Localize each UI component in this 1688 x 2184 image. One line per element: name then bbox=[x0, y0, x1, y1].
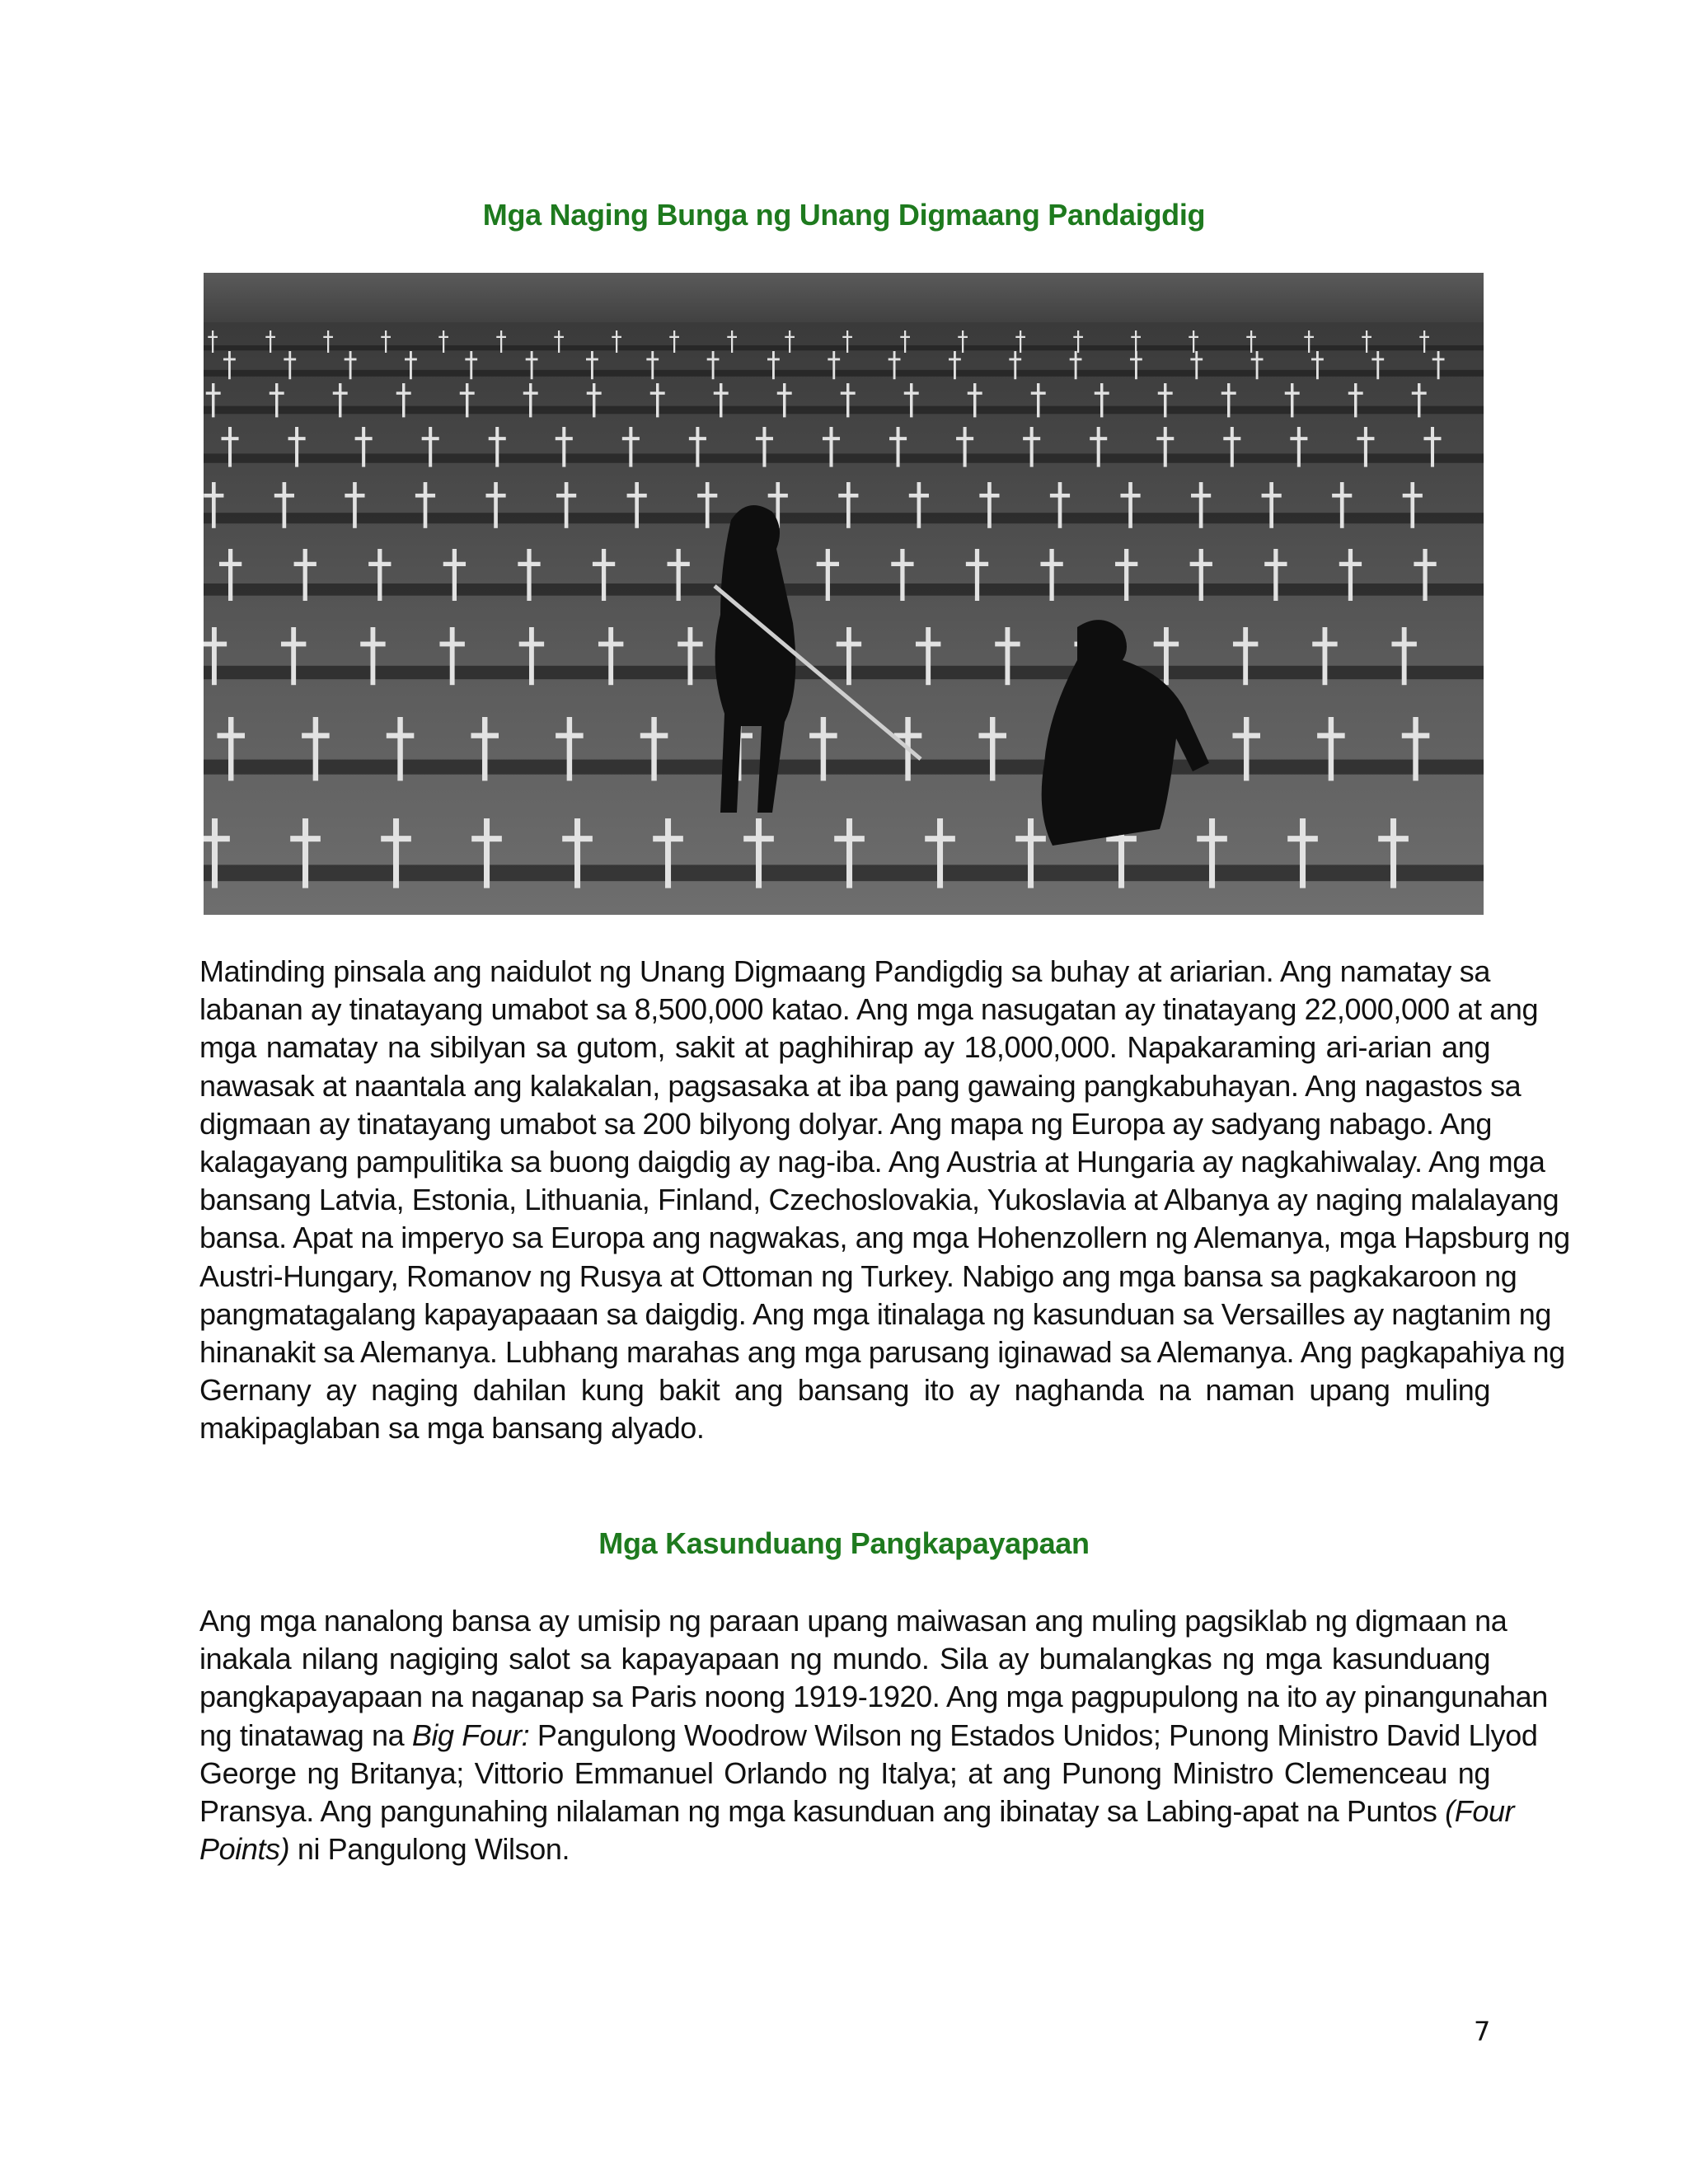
paragraph-line: makipaglaban sa mga bansang alyado. bbox=[199, 1411, 705, 1446]
paragraph-line: ng tinatawag na Big Four: Pangulong Woodrow Wilson ng Estados Unidos; Punong Ministro David Llyod bbox=[199, 1718, 1538, 1752]
paragraph-line: George ng Britanya; Vittorio Emmanuel Orlando ng Italya; at ang Punong Ministro Clemenceau ng bbox=[199, 1755, 1490, 1790]
paragraph-line: bansa. Apat na imperyo sa Europa ang nagwakas, ang mga Hohenzollern ng Alemanya, mga Hapsburg ng bbox=[199, 1221, 1570, 1255]
paragraph-line: hinanakit sa Alemanya. Lubhang marahas ang mga parusang iginawad sa Alemanya. Ang pagkapahiya ng bbox=[199, 1335, 1565, 1370]
paragraph-line: nawasak at naantala ang kalakalan, pagsasaka at iba pang gawaing pangkabuhayan. Ang nagastos sa bbox=[199, 1068, 1522, 1103]
paragraph-bunga bbox=[199, 953, 1570, 1448]
paragraph-line: labanan ay tinatayang umabot sa 8,500,000 katao. Ang mga nasugatan ay tinatayang 22,000,000 at ang bbox=[199, 992, 1539, 1027]
paragraph-line: Gernany ay naging dahilan kung bakit ang bansang ito ay naghanda na naman upang muling bbox=[199, 1373, 1490, 1408]
paragraph-line: inakala nilang nagiging salot sa kapayapaan ng mundo. Sila ay bumalangkas ng mga kasunduang bbox=[199, 1642, 1490, 1676]
page-number: 7 bbox=[1474, 2016, 1491, 2047]
paragraph-line: Austri-Hungary, Romanov ng Rusya at Ottoman ng Turkey. Nabigo ang mga bansa sa pagkakaroon ng bbox=[199, 1258, 1517, 1293]
cemetery-photo bbox=[204, 273, 1484, 915]
paragraph-line: Ang mga nanalong bansa ay umisip ng paraan upang maiwasan ang muling pagsiklab ng digmaan na bbox=[199, 1604, 1507, 1638]
paragraph-line: digmaan ay tinatayang umabot sa 200 bilyong dolyar. Ang mapa ng Europa ay sadyang nabago. Ang bbox=[199, 1106, 1492, 1141]
paragraph-line: bansang Latvia, Estonia, Lithuania, Finland, Czechoslovakia, Yukoslavia at Albanya ay naging malalayang bbox=[199, 1183, 1559, 1217]
paragraph-line: pangkapayapaan na naganap sa Paris noong 1919-1920. Ang mga pagpupulong na ito ay pinangunahan bbox=[199, 1680, 1548, 1714]
paragraph-line: mga namatay na sibilyan sa gutom, sakit at paghihirap ay 18,000,000. Napakaraming ari-arian ang bbox=[199, 1030, 1490, 1065]
paragraph-kasunduan bbox=[199, 1602, 1548, 1868]
paragraph-line: Points) ni Pangulong Wilson. bbox=[199, 1832, 570, 1867]
paragraph-line: pangmatagalang kapayapaaan sa daigdig. Ang mga itinalaga ng kasunduan sa Versailles ay nagtanim ng bbox=[199, 1296, 1552, 1331]
paragraph-line: Pransya. Ang pangunahing nilalaman ng mga kasunduan ang ibinatay sa Labing-apat na Puntos (Four bbox=[199, 1794, 1515, 1829]
paragraph-line: kalagayang pampulitika sa buong daigdig ay nag-iba. Ang Austria at Hungaria ay nagkahiwalay. Ang mga bbox=[199, 1145, 1545, 1179]
paragraph-line: Matinding pinsala ang naidulot ng Unang Digmaang Pandigdig sa buhay at ariarian. Ang namatay sa bbox=[199, 954, 1490, 988]
section-title-bunga: Mga Naging Bunga ng Unang Digmaang Pandaigdig bbox=[482, 198, 1206, 232]
section-title-kasunduan: Mga Kasunduang Pangkapayapaan bbox=[598, 1526, 1090, 1560]
